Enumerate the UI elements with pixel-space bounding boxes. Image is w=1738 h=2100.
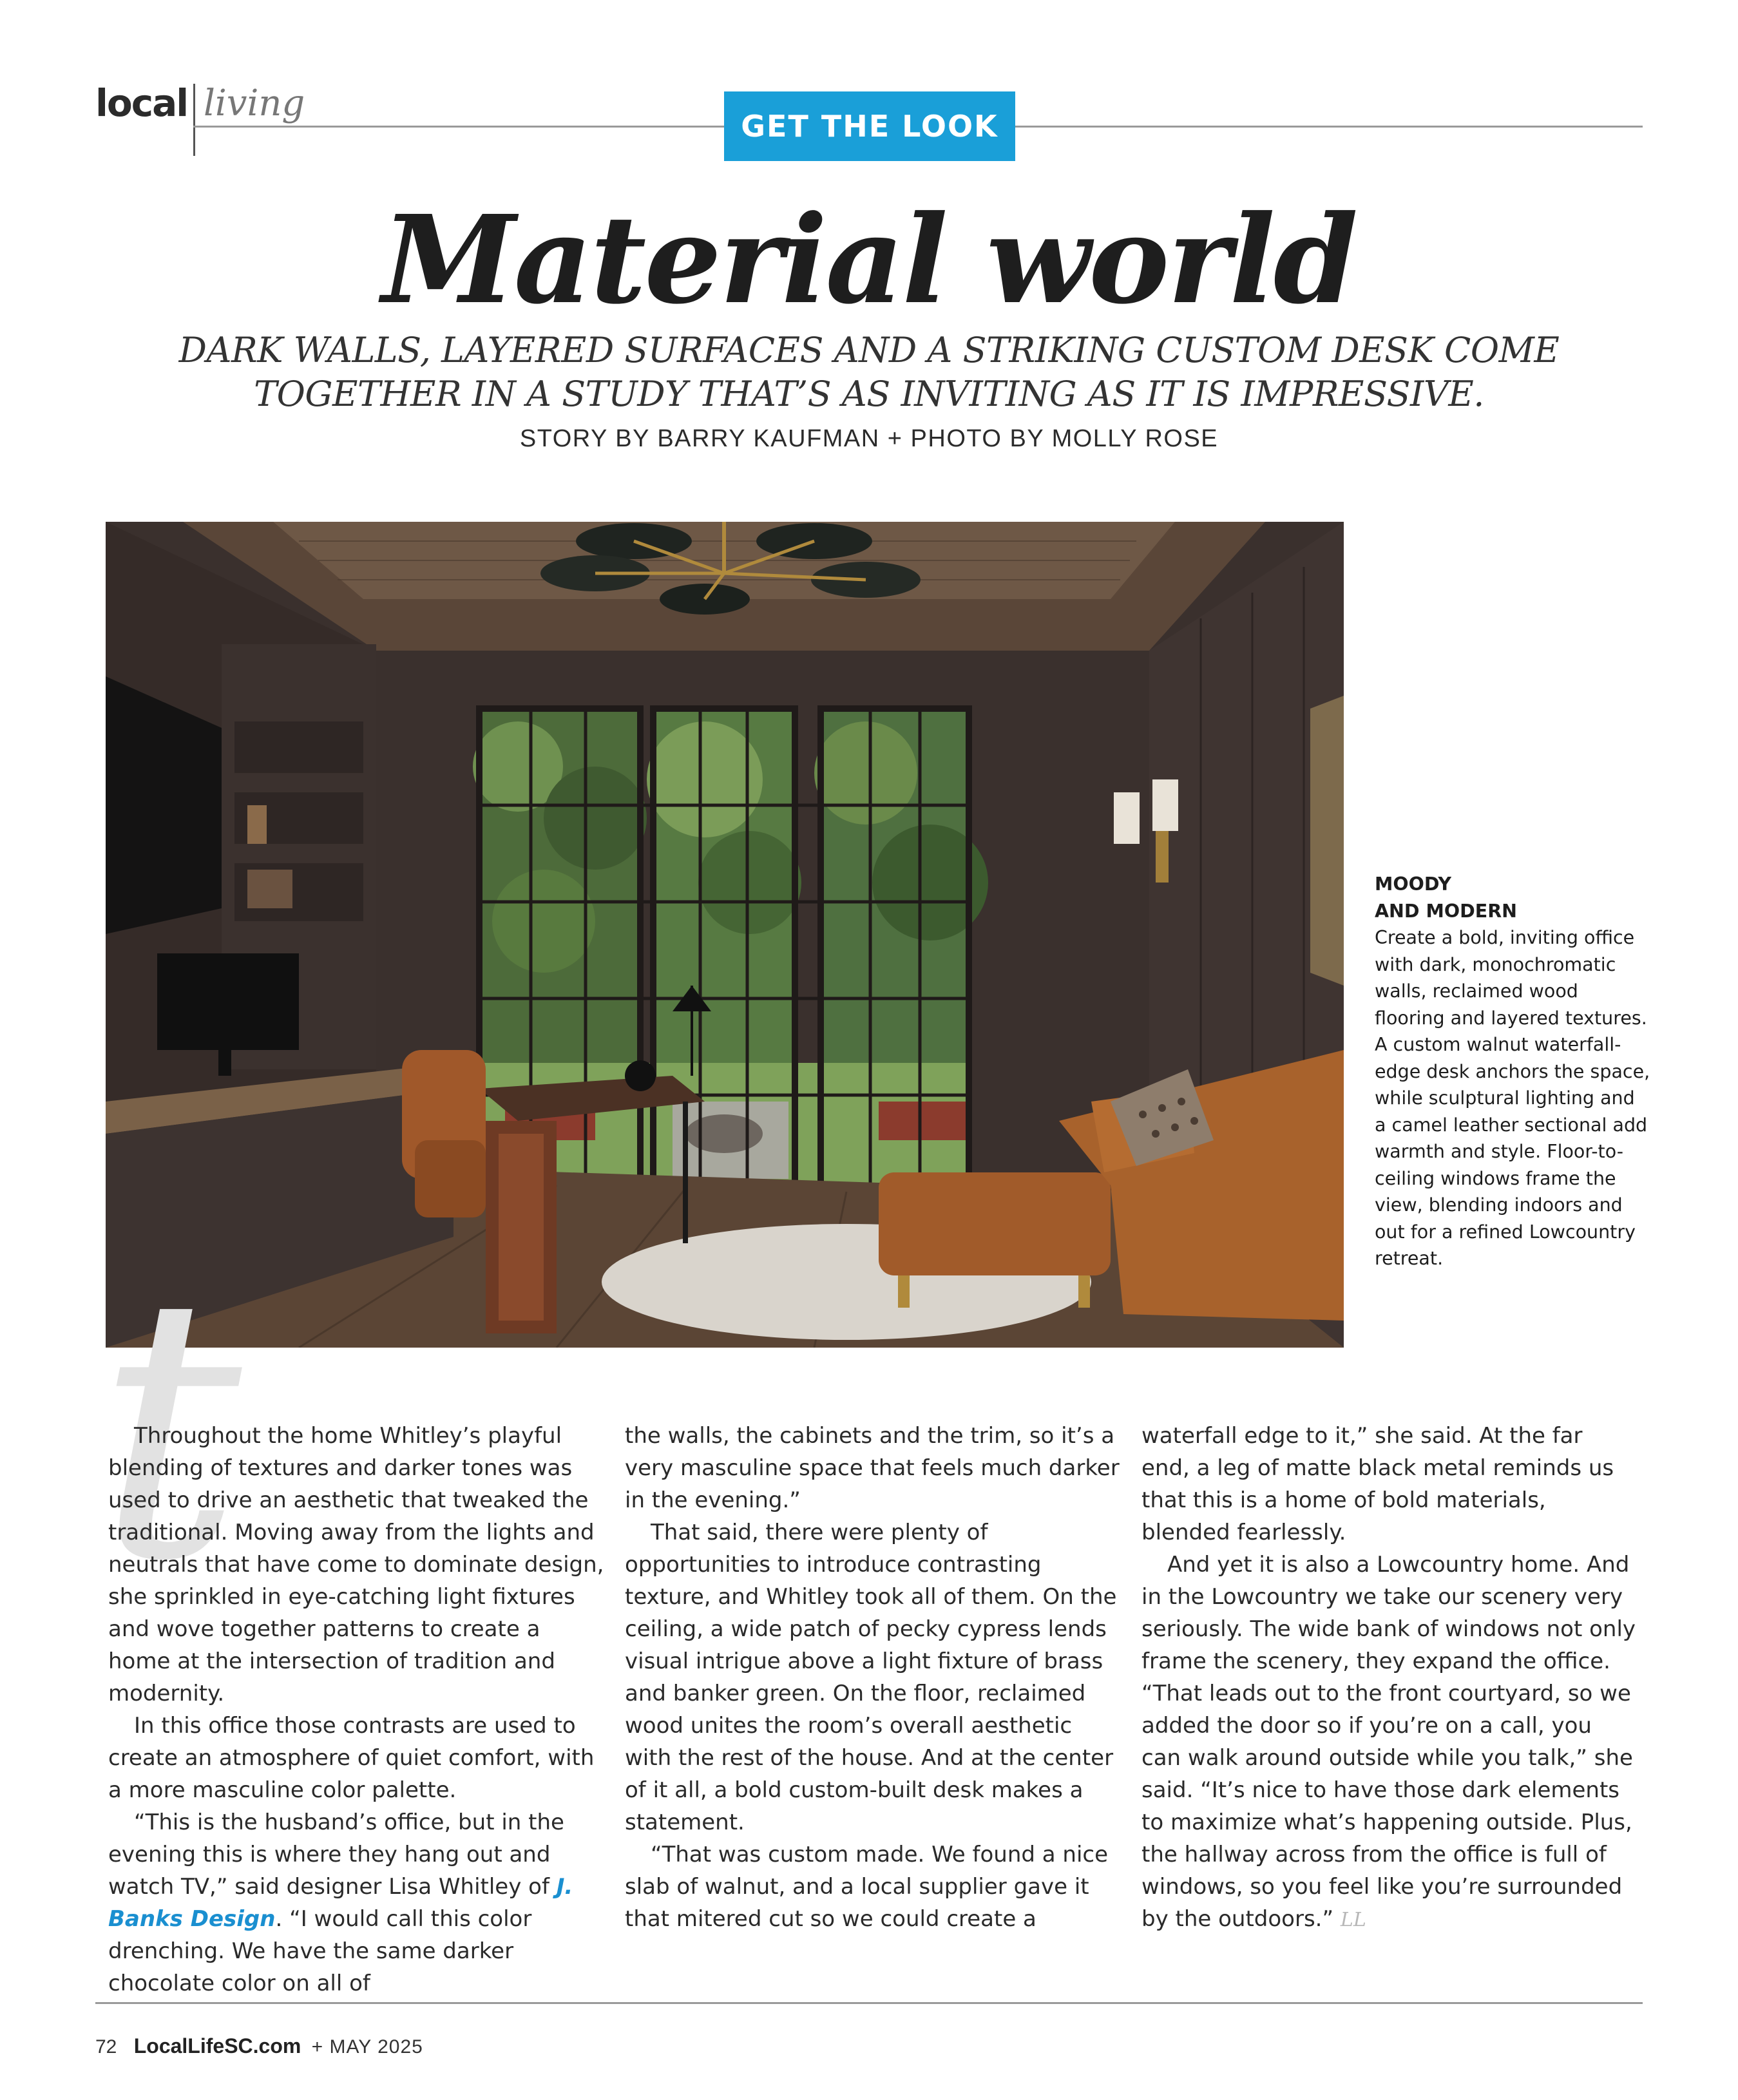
paragraph: waterfall edge to it,” she said. At the far end, a leg of matte black metal reminds us that this is a home of bold materials, blended fearlessly. <box>1141 1423 1614 1545</box>
paragraph-text: “This is the husband’s office, but in the evening this is where they hang out and watch TV,” said designer Lisa Whitley of <box>108 1809 564 1900</box>
paragraph-text: . “I would call this color drenching. We have the same darker chocolate color on all of <box>108 1906 532 1996</box>
end-mark: LL <box>1340 1909 1366 1931</box>
section-tag: GET THE LOOK <box>724 91 1015 161</box>
paragraph: That said, there were plenty of opportunities to introduce contrasting texture, and Whitley took all of them. On the ceiling, a wide patch of pecky cypress lends visual intrigue above a light fixture of brass and banker green. On the floor, reclaimed wood unites the room’s overall aesthetic with the rest of the house. And at the center of it all, a bold custom-built desk makes a statement. <box>625 1520 1117 1835</box>
footer-rule <box>95 2002 1643 2004</box>
paragraph: “That was custom made. We found a nice slab of walnut, and a local supplier gave it that mitered cut so we could create a <box>625 1842 1109 1932</box>
brand-living: living <box>204 82 305 124</box>
page-footer <box>95 2034 423 2058</box>
page-title: Material world <box>381 189 1357 331</box>
paragraph-text: And yet it is also a Lowcountry home. And in the Lowcountry we take our scenery very seriously. The wide bank of windows not only frame the scenery, they expand the office. “That leads out to the front courtyard, so we added the door so if you’re on a call, you can walk around outside while you talk,” she said. “It’s nice to have those dark elements to maximize what’s happening outside. Plus, the hallway across from the office is full of windows, so you feel like you’re surrounded by the outdoors.” <box>1141 1552 1636 1932</box>
room-photo <box>106 522 1344 1348</box>
paragraph: the walls, the cabinets and the trim, so it’s a very masculine space that feels much darker in the evening.” <box>625 1423 1120 1513</box>
body-column-3 <box>1141 1420 1638 1936</box>
paragraph <box>108 1806 604 2000</box>
designer-link[interactable]: J. Banks Design <box>108 1874 573 1932</box>
photo-caption <box>1375 871 1652 1272</box>
body-column-1 <box>108 1420 604 2000</box>
body-column-2 <box>625 1420 1121 1935</box>
caption-heading-line-1: MOODY <box>1375 873 1452 895</box>
paragraph: In this office those contrasts are used to create an atmosphere of quiet comfort, with a more masculine color palette. <box>108 1713 595 1803</box>
paragraph <box>1141 1549 1638 1936</box>
page-number: 72 <box>95 2036 117 2057</box>
brand-local: local <box>95 81 188 125</box>
caption-heading-line-2: AND MODERN <box>1375 900 1518 922</box>
site-name[interactable]: LocalLifeSC.com <box>133 2034 301 2057</box>
caption-text: Create a bold, inviting office with dark, monochromatic walls, reclaimed wood flooring and layered textures. A custom walnut waterfall-edge desk anchors the space, while sculptural lighting and a camel leather sectional add warmth and style. Floor-to-ceiling windows frame the view, blending indoors and out for a refined Lowcountry retreat. <box>1375 927 1650 1269</box>
paragraph: Throughout the home Whitley’s playful blending of textures and darker tones was used to drive an aesthetic that tweaked the traditional. Moving away from the lights and neutrals that have come to dominate design, she sprinkled in eye-catching light fixtures and wove together patterns to create a home at the intersection of tradition and modernity. <box>108 1423 604 1706</box>
drop-cap: t <box>97 1220 242 1640</box>
byline: STORY BY BARRY KAUFMAN + PHOTO BY MOLLY ROSE <box>519 425 1219 452</box>
brand-divider <box>193 84 195 156</box>
issue-date: + MAY 2025 <box>311 2036 423 2057</box>
article-dek: DARK WALLS, LAYERED SURFACES AND A STRIKING CUSTOM DESK COME TOGETHER IN A STUDY THAT’S AS INVITING AS IT IS IMPRESSIVE. <box>178 330 1560 414</box>
